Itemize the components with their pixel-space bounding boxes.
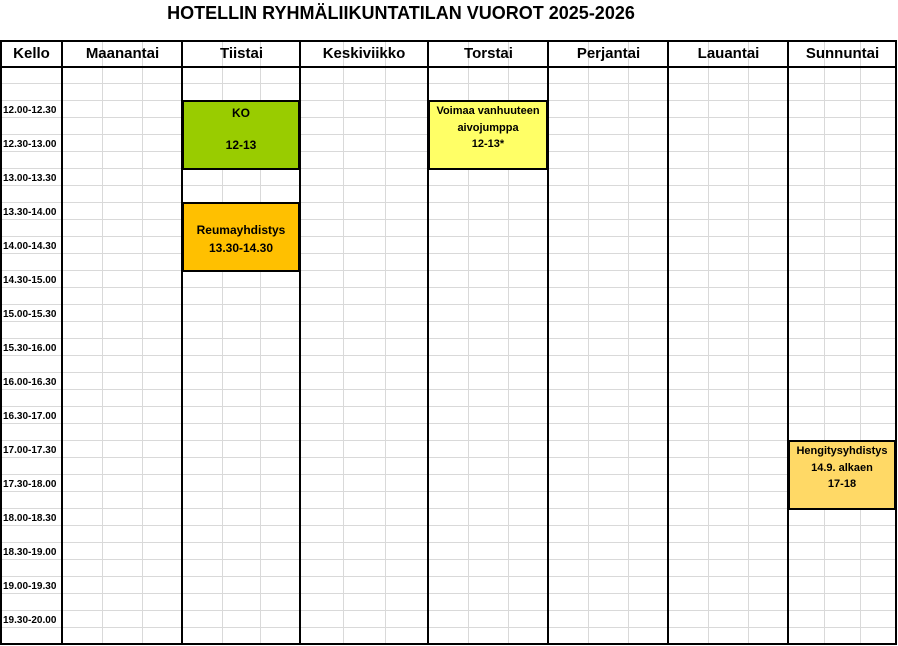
grid-line-h [0, 576, 896, 577]
grid-line-h [0, 406, 896, 407]
grid-line-h [0, 236, 896, 237]
grid-line-v [708, 40, 709, 643]
event-time: 13.30-14.30 [208, 241, 274, 255]
time-label: 17.00-17.30 [3, 445, 57, 456]
border-top [0, 40, 897, 42]
event-reumayhdistys [182, 202, 300, 272]
grid-line-h [0, 593, 896, 594]
time-label: 14.30-15.00 [3, 275, 57, 286]
grid-line-h [0, 287, 896, 288]
header-day-perjantai: Perjantai [576, 45, 641, 62]
grid-line-h [0, 389, 896, 390]
grid-line-h [0, 270, 896, 271]
border-right [895, 40, 897, 644]
time-label: 12.00-12.30 [3, 105, 57, 116]
grid-line-h [0, 304, 896, 305]
grid-line-h [0, 202, 896, 203]
grid-line-h [0, 627, 896, 628]
border-col [61, 40, 63, 644]
grid-line-v [748, 40, 749, 643]
event-start-note: 14.9. alkaen [811, 462, 873, 474]
grid-line-h [0, 508, 896, 509]
grid-line-h [0, 525, 896, 526]
grid-line-v [824, 40, 825, 643]
header-day-torstai: Torstai [464, 45, 513, 62]
grid-line-h [0, 372, 896, 373]
grid-line-h [0, 491, 896, 492]
event-ko [182, 100, 300, 170]
time-label: 18.30-19.00 [3, 547, 57, 558]
grid-line-h [0, 185, 896, 186]
grid-line-h [0, 83, 896, 84]
grid-line-h [0, 423, 896, 424]
event-label: Hengitysyhdistys [796, 445, 888, 457]
time-label: 16.00-16.30 [3, 377, 57, 388]
header-day-keskiviikko: Keskiviikko [322, 45, 406, 62]
time-label: 13.00-13.30 [3, 173, 57, 184]
event-time: 17-18 [827, 478, 857, 490]
time-label: 17.30-18.00 [3, 479, 57, 490]
event-label-line2: aivojumppa [457, 122, 519, 134]
border-col [787, 40, 789, 644]
grid-line-h [0, 355, 896, 356]
header-day-lauantai: Lauantai [697, 45, 760, 62]
grid-line-v [385, 40, 386, 643]
border-col [427, 40, 429, 644]
grid-line-v [588, 40, 589, 643]
border-col [667, 40, 669, 644]
page-title: HOTELLIN RYHMÄLIIKUNTATILAN VUOROT 2025-2026 [167, 3, 635, 23]
event-hengitysyhdistys [788, 440, 896, 510]
border-header-bottom [0, 66, 897, 68]
grid-line-h [0, 474, 896, 475]
event-label: Reumayhdistys [196, 223, 286, 237]
time-label: 16.30-17.00 [3, 411, 57, 422]
border-col [299, 40, 301, 644]
grid-line-h [0, 440, 896, 441]
event-label: KO [232, 106, 250, 120]
header-day-maanantai: Maanantai [85, 45, 160, 62]
grid-line-h [0, 542, 896, 543]
border-col [181, 40, 183, 644]
grid-line-v [628, 40, 629, 643]
time-label: 15.30-16.00 [3, 343, 57, 354]
header-day-tiistai: Tiistai [219, 45, 264, 62]
event-voimaa-vanhuuteen [428, 100, 548, 170]
time-label: 13.30-14.00 [3, 207, 57, 218]
time-label: 15.00-15.30 [3, 309, 57, 320]
grid-line-h [0, 219, 896, 220]
border-col [547, 40, 549, 644]
grid-line-h [0, 559, 896, 560]
grid-line-h [0, 457, 896, 458]
time-label: 19.00-19.30 [3, 581, 57, 592]
event-time: 12-13* [471, 138, 505, 150]
grid-line-h [0, 610, 896, 611]
grid-line-h [0, 321, 896, 322]
grid-line-v [860, 40, 861, 643]
grid-line-h [0, 253, 896, 254]
event-label: Voimaa vanhuuteen [436, 105, 540, 117]
time-label: 12.30-13.00 [3, 139, 57, 150]
time-label: 18.00-18.30 [3, 513, 57, 524]
grid-line-v [142, 40, 143, 643]
time-label: 19.30-20.00 [3, 615, 57, 626]
grid-line-v [102, 40, 103, 643]
header-day-sunnuntai: Sunnuntai [805, 45, 880, 62]
border-left [0, 40, 2, 644]
border-bottom [0, 643, 897, 645]
time-label: 14.00-14.30 [3, 241, 57, 252]
event-time: 12-13 [225, 138, 257, 152]
grid-line-h [0, 338, 896, 339]
grid-line-v [343, 40, 344, 643]
header-kello: Kello [13, 45, 50, 62]
